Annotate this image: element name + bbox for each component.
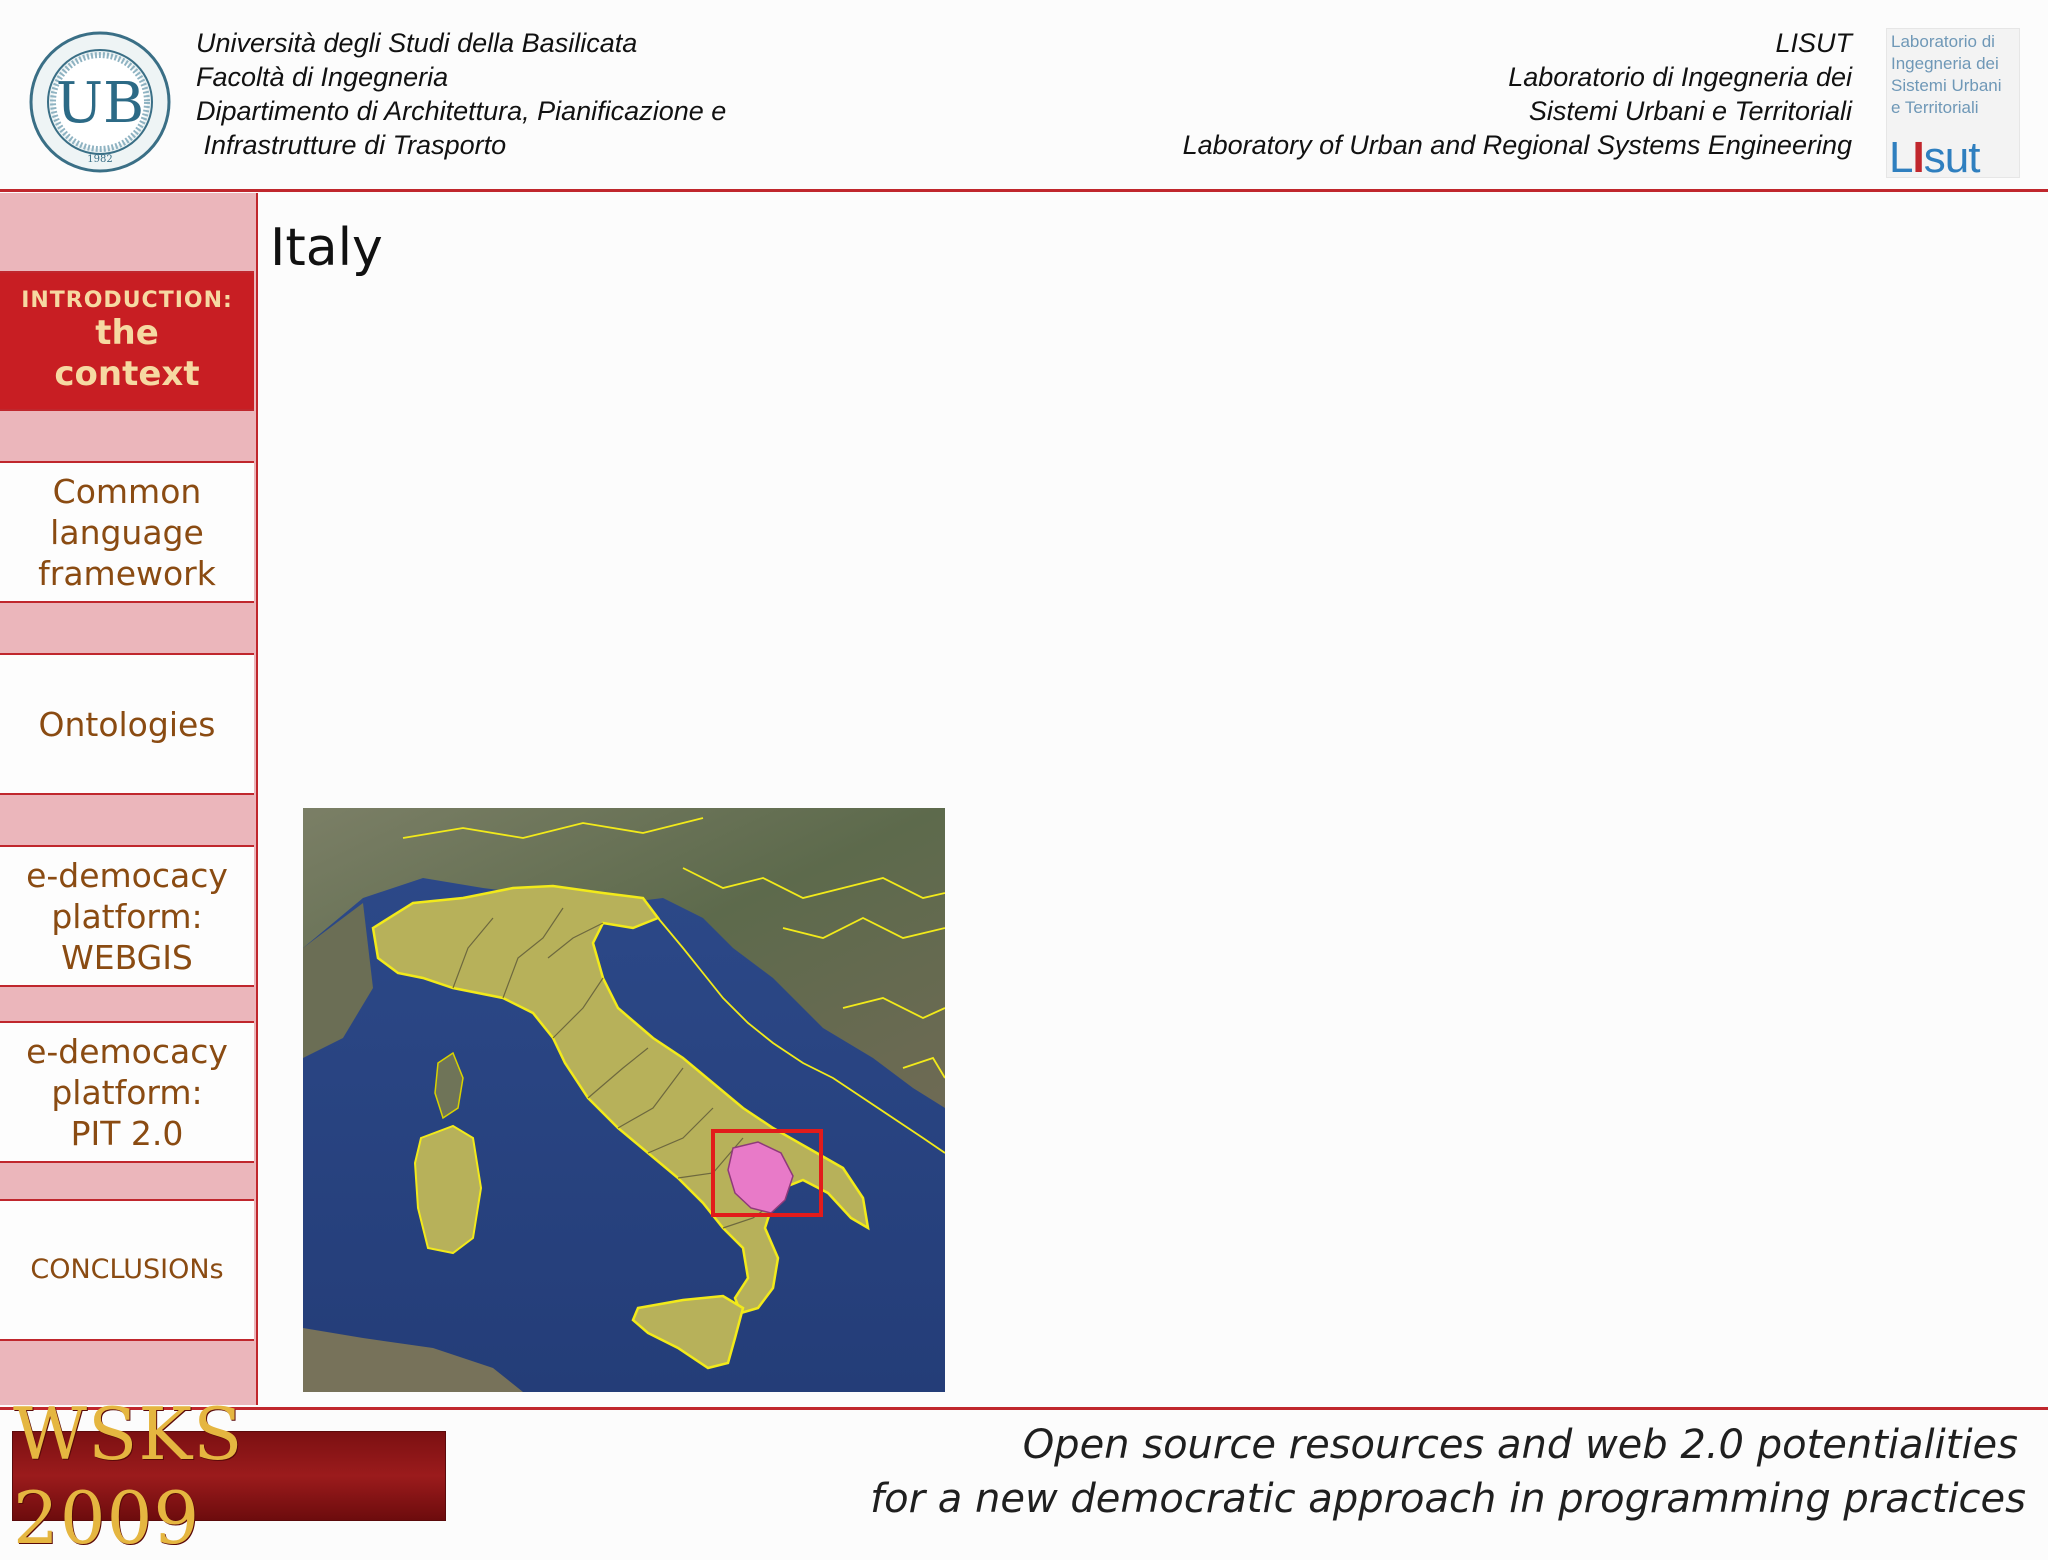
sidebar-item-ontologies[interactable]	[0, 653, 254, 795]
footer-title	[870, 1418, 2026, 1526]
lab-logo-line: Ingegneria dei	[1891, 54, 1999, 73]
italy-satellite-map	[303, 808, 945, 1392]
sidebar-item-label: Common language framework	[38, 471, 216, 593]
footer-line: for a new democratic approach in programming practices	[870, 1476, 2026, 1522]
sidebar-item-conclusions[interactable]	[0, 1199, 254, 1341]
sidebar-item-label: the context	[54, 312, 200, 394]
lab-acronym: LISUT	[1775, 28, 1852, 58]
sidebar-item-label-small: INTRODUCTION:	[21, 287, 233, 313]
lab-logo-line: Sistemi Urbani	[1891, 76, 2002, 95]
wsks-logo-text: WSKS 2009	[13, 1392, 244, 1560]
department-name: Dipartimento di Architettura, Pianificazione e	[196, 96, 727, 126]
lab-logo-line: e Territoriali	[1891, 98, 1979, 117]
footer-line: Open source resources and web 2.0 potentialities	[1022, 1422, 2018, 1468]
lab-logo-line: Laboratorio di	[1891, 32, 1995, 51]
university-name: Università degli Studi della Basilicata	[196, 28, 638, 58]
sidebar	[0, 193, 258, 1405]
faculty-name: Facoltà di Ingegneria	[196, 62, 449, 92]
lisut-logo	[1886, 28, 2020, 182]
university-info	[196, 26, 896, 162]
lab-name-en: Laboratory of Urban and Regional Systems Engineering	[1182, 130, 1852, 160]
lab-name-it: Laboratorio di Ingegneria dei	[1508, 62, 1852, 92]
lab-info	[952, 26, 1852, 162]
header-divider	[0, 189, 2048, 192]
wsks-logo	[12, 1392, 446, 1560]
sidebar-item-common-language[interactable]	[0, 461, 254, 603]
sidebar-item-label: e-democacy platform: PIT 2.0	[26, 1031, 228, 1153]
lab-logo-wordmark: LIsut	[1889, 133, 1980, 182]
svg-text:UB: UB	[55, 71, 145, 136]
sidebar-item-webgis[interactable]	[0, 845, 254, 987]
university-logo	[28, 30, 172, 174]
sidebar-item-label: CONCLUSIONs	[30, 1254, 224, 1285]
department-name-cont: Infrastrutture di Trasporto	[196, 130, 507, 160]
svg-text:1982: 1982	[87, 154, 113, 165]
sidebar-item-label: Ontologies	[38, 704, 216, 744]
page-title: Italy	[270, 218, 383, 278]
sidebar-item-introduction[interactable]	[0, 271, 254, 411]
sidebar-item-label: e-democacy platform: WEBGIS	[26, 855, 228, 977]
sidebar-item-pit[interactable]	[0, 1021, 254, 1163]
lab-name-it-cont: Sistemi Urbani e Territoriali	[1528, 96, 1852, 126]
